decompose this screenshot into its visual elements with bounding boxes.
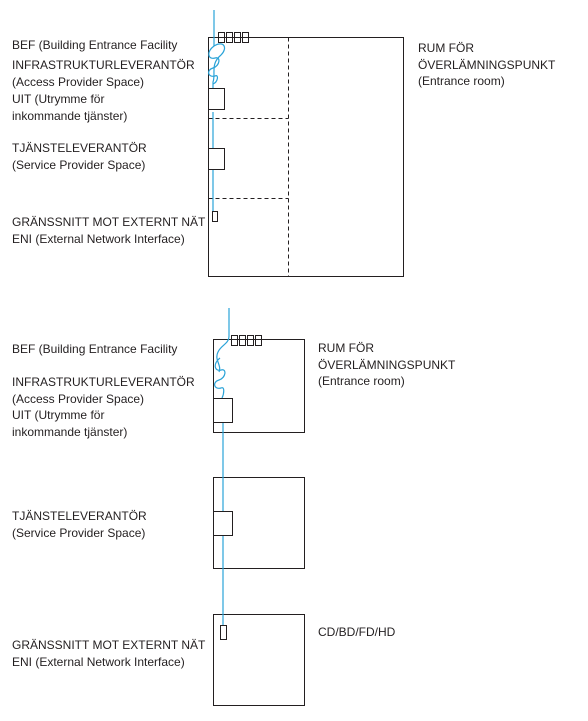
top-service-provider-subtitle: (Service Provider Space)	[12, 157, 146, 172]
top-access-provider-subtitle: (Access Provider Space)	[12, 74, 145, 89]
bottom-room-line-2: ÖVERLÄMNINGSPUNKT	[318, 357, 456, 372]
bottom-access-provider-subtitle: (Access Provider Space)	[12, 391, 145, 406]
top-room-label	[418, 40, 555, 90]
bottom-uit-label	[12, 407, 127, 440]
bottom-bef-port-1	[232, 336, 238, 346]
top-eni-box	[213, 212, 218, 222]
bottom-diagram	[214, 308, 305, 706]
top-uit-subtitle: inkommande tjänster)	[12, 108, 128, 123]
bottom-distributor-label: CD/BD/FD/HD	[318, 625, 396, 639]
bottom-uit-title: UIT (Utrymme för	[12, 408, 105, 422]
bottom-eni-box	[221, 626, 227, 640]
top-room-line-1: RUM FÖR	[418, 41, 474, 55]
bottom-room-line-3: (Entrance room)	[318, 374, 405, 388]
top-access-provider-title: INFRASTRUKTURLEVERANTÖR	[12, 58, 195, 72]
top-uit-label	[12, 91, 127, 124]
bottom-uit-subtitle: inkommande tjänster)	[12, 424, 128, 439]
top-eni-subtitle: ENI (External Network Interface)	[12, 231, 185, 246]
bottom-fiber-cable	[217, 308, 229, 625]
bottom-service-provider-label	[12, 508, 147, 541]
bottom-service-box	[214, 512, 233, 536]
top-service-provider-label	[12, 140, 147, 173]
bottom-distributor-room	[214, 615, 305, 706]
top-uit-box	[209, 89, 225, 110]
top-diagram	[209, 10, 404, 277]
top-access-provider-label	[12, 57, 195, 90]
top-entrance-room	[209, 38, 404, 277]
bottom-eni-subtitle: ENI (External Network Interface)	[12, 654, 185, 669]
bottom-eni-title: GRÄNSSNITT MOT EXTERNT NÄT	[12, 638, 206, 652]
bottom-access-provider-label	[12, 374, 195, 407]
top-eni-title: GRÄNSSNITT MOT EXTERNT NÄT	[12, 215, 206, 229]
top-eni-label	[12, 214, 205, 247]
top-bef-label: BEF (Building Entrance Facility	[12, 38, 178, 52]
top-service-provider-title: TJÄNSTELEVERANTÖR	[12, 141, 147, 155]
top-service-box	[209, 149, 225, 170]
bottom-bef-port-2	[240, 336, 246, 346]
bottom-fiber-coil	[215, 358, 225, 398]
bottom-service-provider-title: TJÄNSTELEVERANTÖR	[12, 509, 147, 523]
bottom-room-line-1: RUM FÖR	[318, 341, 374, 355]
bottom-bef-label: BEF (Building Entrance Facility	[12, 342, 178, 356]
bottom-room-label	[318, 340, 455, 390]
top-uit-title: UIT (Utrymme för	[12, 92, 105, 106]
top-room-line-3: (Entrance room)	[418, 74, 505, 88]
bottom-uit-box	[214, 399, 233, 423]
bottom-bef-port-4	[256, 336, 262, 346]
bottom-service-provider-subtitle: (Service Provider Space)	[12, 525, 146, 540]
bottom-bef-port-3	[248, 336, 254, 346]
bottom-eni-label	[12, 637, 205, 670]
top-room-line-2: ÖVERLÄMNINGSPUNKT	[418, 57, 556, 72]
bottom-access-provider-title: INFRASTRUKTURLEVERANTÖR	[12, 375, 195, 389]
